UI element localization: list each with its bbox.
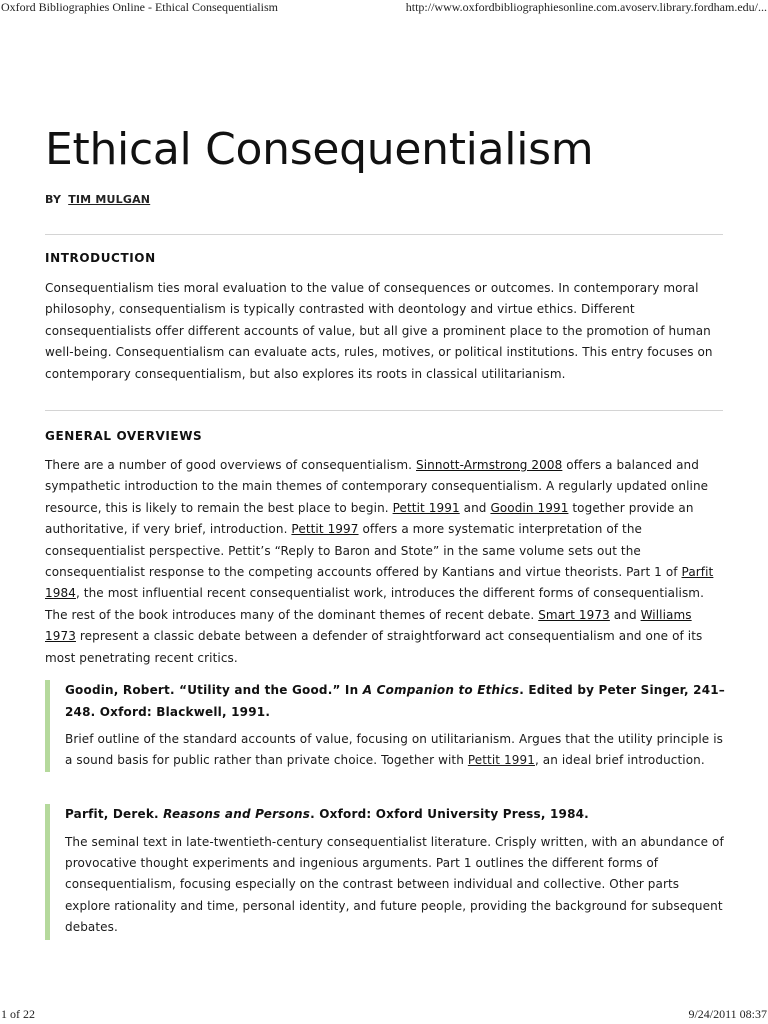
section-heading-introduction: INTRODUCTION: [45, 251, 156, 265]
byline: [45, 193, 150, 206]
print-footer: [0, 1007, 768, 1023]
print-header: [0, 0, 768, 16]
introduction-text: Consequentialism ties moral evaluation to the value of consequences or outcomes. In contemporary moral philosophy, consequentialism is typically contrasted with deontology and virtue ethics. Different consequentialists offer different accounts of value, but all give a prominent place to the promotion of human well-being. Consequentialism can evaluate acts, rules, motives, or political institutions. This entry focuses on contemporary consequentialism, but also explores its roots in classical utilitarianism.: [45, 281, 713, 381]
reference-link[interactable]: Smart 1973: [538, 607, 610, 622]
bibliography-entry: [45, 680, 728, 772]
print-header-title: Oxford Bibliographies Online - Ethical Consequentialism: [1, 0, 278, 14]
text-run: represent a classic debate between a defender of straightforward act consequentialism and one of its most penetrating recent critics.: [45, 629, 703, 665]
reference-link[interactable]: Sinnott-Armstrong 2008: [416, 458, 563, 472]
text-run: offers a balanced and sympathetic introduction to the main themes of contemporary consequentialism. A regularly updated online resource, this is likely to remain the best place to begin.: [45, 458, 709, 515]
book-title: A Companion to Ethics: [362, 683, 520, 697]
reference-link[interactable]: Pettit 1997: [291, 522, 359, 537]
text-run: Goodin, Robert. “Utility and the Good.” In: [65, 683, 363, 697]
print-timestamp: 9/24/2011 08:37: [688, 1007, 767, 1021]
by-label: BY: [45, 193, 62, 206]
text-run: , the most influential recent consequentialist work, introduces the different forms of consequentialism. The rest of the book introduces many of the dominant themes of recent debate.: [45, 586, 705, 622]
text-run: Parfit, Derek.: [65, 807, 164, 821]
entry-citation: [65, 804, 728, 826]
text-run: and: [459, 500, 491, 515]
entry-annotation: [65, 729, 728, 772]
text-run: . Edited by Peter Singer, 241–248. Oxford: Blackwell, 1991.: [65, 683, 726, 719]
text-run: . Oxford: Oxford University Press, 1984.: [310, 807, 589, 821]
text-run: and: [609, 607, 641, 622]
book-title: Reasons and Persons: [163, 807, 311, 821]
text-run: There are a number of good overviews of consequentialism.: [45, 458, 416, 472]
page-count: 1 of 22: [1, 1007, 35, 1021]
reference-link[interactable]: Pettit 1991: [392, 500, 460, 515]
text-run: , an ideal brief introduction.: [534, 753, 705, 768]
general-overviews-text: [45, 455, 723, 669]
text-run: together provide an authoritative, if very brief, introduction.: [45, 500, 694, 537]
print-header-url: http://www.oxfordbibliographiesonline.com.avoserv.library.fordham.edu/...: [405, 0, 767, 14]
entry-citation: [65, 680, 728, 723]
reference-link[interactable]: Goodin 1991: [490, 500, 569, 515]
text-run: The seminal text in late-twentieth-century consequentialist literature. Crisply written, with an abundance of provocative thought experiments and ingenious arguments. Part 1 outlines the different forms of consequentialism, focusing especially on the contrast between individual and collective. Other parts explore rationality and time, personal identity, and future people, providing the background for subsequent debates.: [65, 834, 724, 935]
reference-link[interactable]: Williams 1973: [45, 607, 692, 644]
reference-link[interactable]: Pettit 1991: [467, 753, 535, 768]
text-run: offers a more systematic interpretation of the consequentialist perspective. Pettit’s “Reply to Baron and Stote” in the same volume sets out the consequentialist response to the competing accounts offered by Kantians and virtue theorists. Part 1 of: [45, 522, 682, 580]
entry-annotation: [65, 832, 728, 939]
reference-link[interactable]: Parfit 1984: [45, 565, 714, 601]
bibliography-entry: [45, 804, 728, 940]
author-link[interactable]: TIM MULGAN: [68, 193, 151, 206]
section-heading-general-overviews: GENERAL OVERVIEWS: [45, 429, 203, 443]
divider: [45, 410, 723, 411]
page-title: Ethical Consequentialism: [45, 124, 594, 175]
divider: [45, 234, 723, 235]
text-run: Brief outline of the standard accounts of value, focusing on utilitarianism. Argues that the utility principle is a sound basis for public rather than private choice. Together with: [65, 732, 723, 768]
